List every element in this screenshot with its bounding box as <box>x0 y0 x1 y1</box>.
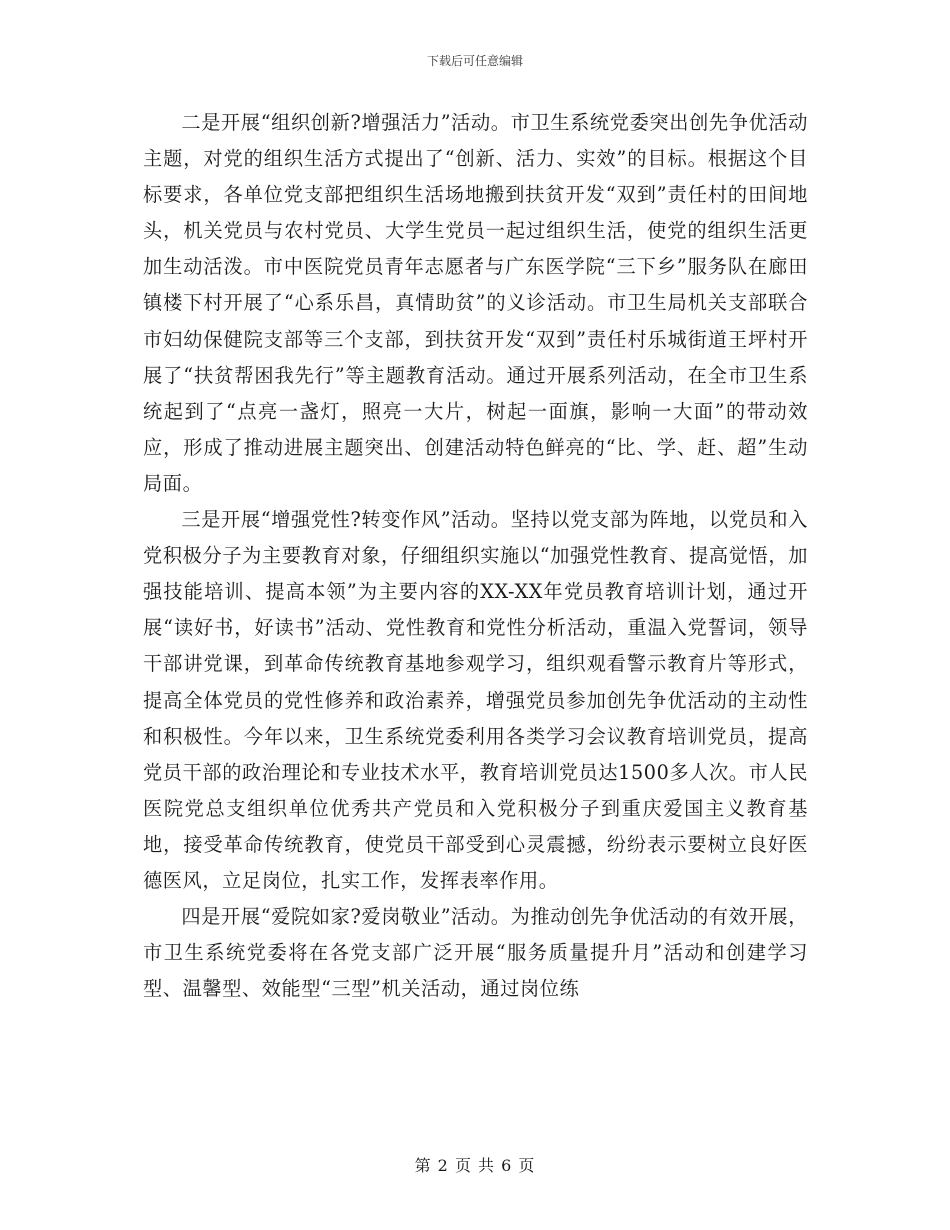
header-note: 下载后可任意编辑 <box>426 54 523 68</box>
paragraph-3: 三是开展“增强党性?转变作风”活动。坚持以党支部为阵地，以党员和入党积极分子为主要教育对象，仔细组织实施以“加强党性教育、提高觉悟，加强技能培训、提高本领”为主要内容的XX-XX年党员教育培训计划，通过开展“读好书，好读书”活动、党性教育和党性分析活动，重温入党誓词，领导干部讲党课，到革命传统教育基地参观学习，组织观看警示教育片等形式，提高全体党员的党性修养和政治素养，增强党员参加创先争优活动的主动性和积极性。今年以来，卫生系统党委利用各类学习会议教育培训党员，提高党员干部的政治理论和专业技术水平，教育培训党员达1500多人次。市人民医院党总支组织单位优秀共产党员和入党积极分子到重庆爱国主义教育基地，接受革命传统教育，使党员干部受到心灵震撼，纷纷表示要树立良好医德医风，立足岗位，扎实工作，发挥表率作用。 <box>143 508 808 892</box>
paragraph-2: 二是开展“组织创新?增强活力”活动。市卫生系统党委突出创先争优活动主题，对党的组织生活方式提出了“创新、活力、实效”的目标。根据这个目标要求，各单位党支部把组织生活场地搬到扶贫开发“双到”责任村的田间地头，机关党员与农村党员、大学生党员一起过组织生活，使党的组织生活更加生动活泼。市中医院党员青年志愿者与广东医学院“三下乡”服务队在廊田镇楼下村开展了“心系乐昌，真情助贫”的义诊活动。市卫生局机关支部联合市妇幼保健院支部等三个支部，到扶贫开发“双到”责任村乐城街道王坪村开展了“扶贫帮困我先行”等主题教育活动。通过开展系列活动，在全市卫生系统起到了“点亮一盏灯，照亮一大片，树起一面旗，影响一大面”的带动效应，形成了推动进展主题突出、创建活动特色鲜亮的“比、学、赶、超”生动局面。 <box>143 111 808 495</box>
paragraph-4: 四是开展“爱院如家?爱岗敬业”活动。为推动创先争优活动的有效开展，市卫生系统党委将在各党支部广泛开展“服务质量提升月”活动和创建学习型、温馨型、效能型“三型”机关活动，通过岗位练 <box>143 905 808 1001</box>
page-number-footer <box>0 1156 950 1176</box>
document-body <box>143 105 808 1007</box>
page-number-label: 第 2 页 共 6 页 <box>414 1156 536 1175</box>
